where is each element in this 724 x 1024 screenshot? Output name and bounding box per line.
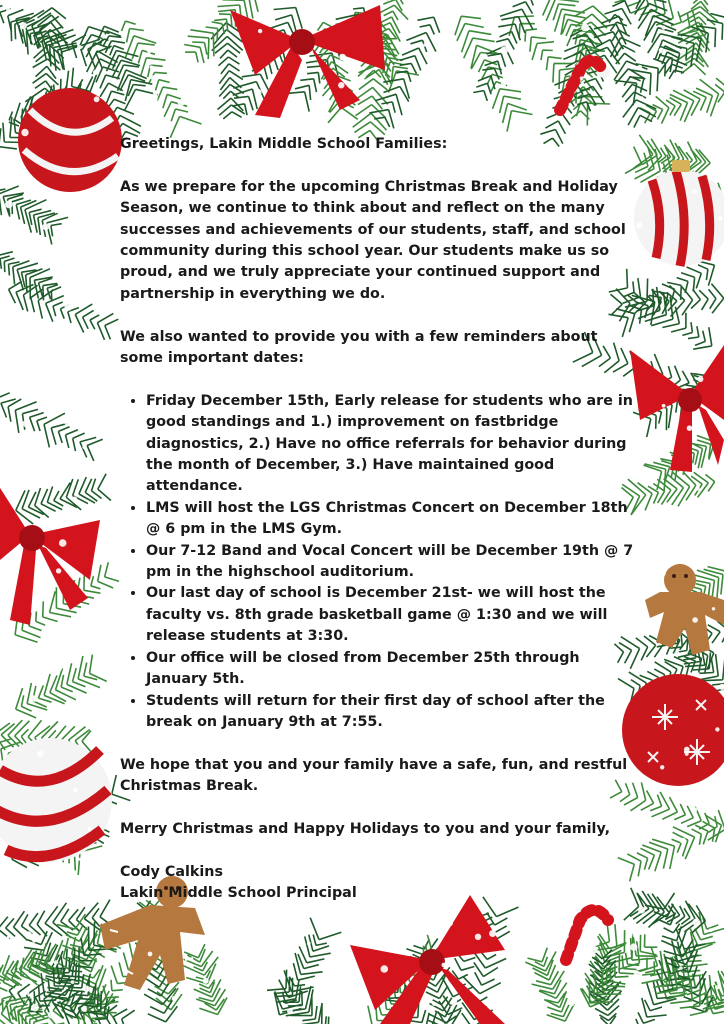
list-item: • Our 7-12 Band and Vocal Concert will be December 19th @ 7 pm in the highschool auditorium. (146, 541, 640, 584)
list-item: • Our office will be closed from December 25th through January 5th. (146, 648, 640, 691)
list-item: • Friday December 15th, Early release for students who are in good standings and 1.) improvement on fastbridge diagnostics, 2.) Have no office referrals for behavior during the month of December, 3.) Have maintained good attendance. (146, 391, 640, 498)
list-item: • Our last day of school is December 21st- we will host the faculty vs. 8th grade basketball game @ 1:30 and we will release students at 3:30. (146, 583, 640, 647)
striped-ornament-icon (18, 88, 122, 192)
greeting: Greetings, Lakin Middle School Families: (120, 136, 448, 152)
signature-name: Cody Calkins (120, 863, 223, 880)
red-bow-icon (350, 895, 505, 1024)
closing-wish: We hope that you and your family have a safe, fun, and restful Christmas Break. (120, 756, 628, 795)
striped-ornament-icon (634, 160, 724, 266)
list-item: • LMS will host the LGS Christmas Concert on December 18th @ 6 pm in the LMS Gym. (146, 498, 640, 541)
letter-body (120, 134, 640, 905)
important-dates-list (120, 391, 640, 734)
reminder-intro: We also wanted to provide you with a few reminders about some important dates: (120, 328, 598, 367)
list-item: • Students will return for their first day of school after the break on January 9th at 7:55. (146, 691, 640, 734)
intro-paragraph: As we prepare for the upcoming Christmas Break and Holiday Season, we continue to think about and reflect on the many successes and achievements of our students, staff, and school community during this school year. Our students make us so proud, and we truly appreciate your continued support and partnership in everything we do. (120, 178, 626, 302)
signature-title: Lakin Middle School Principal (120, 885, 357, 902)
holiday-wish: Merry Christmas and Happy Holidays to you and your family, (120, 820, 611, 837)
